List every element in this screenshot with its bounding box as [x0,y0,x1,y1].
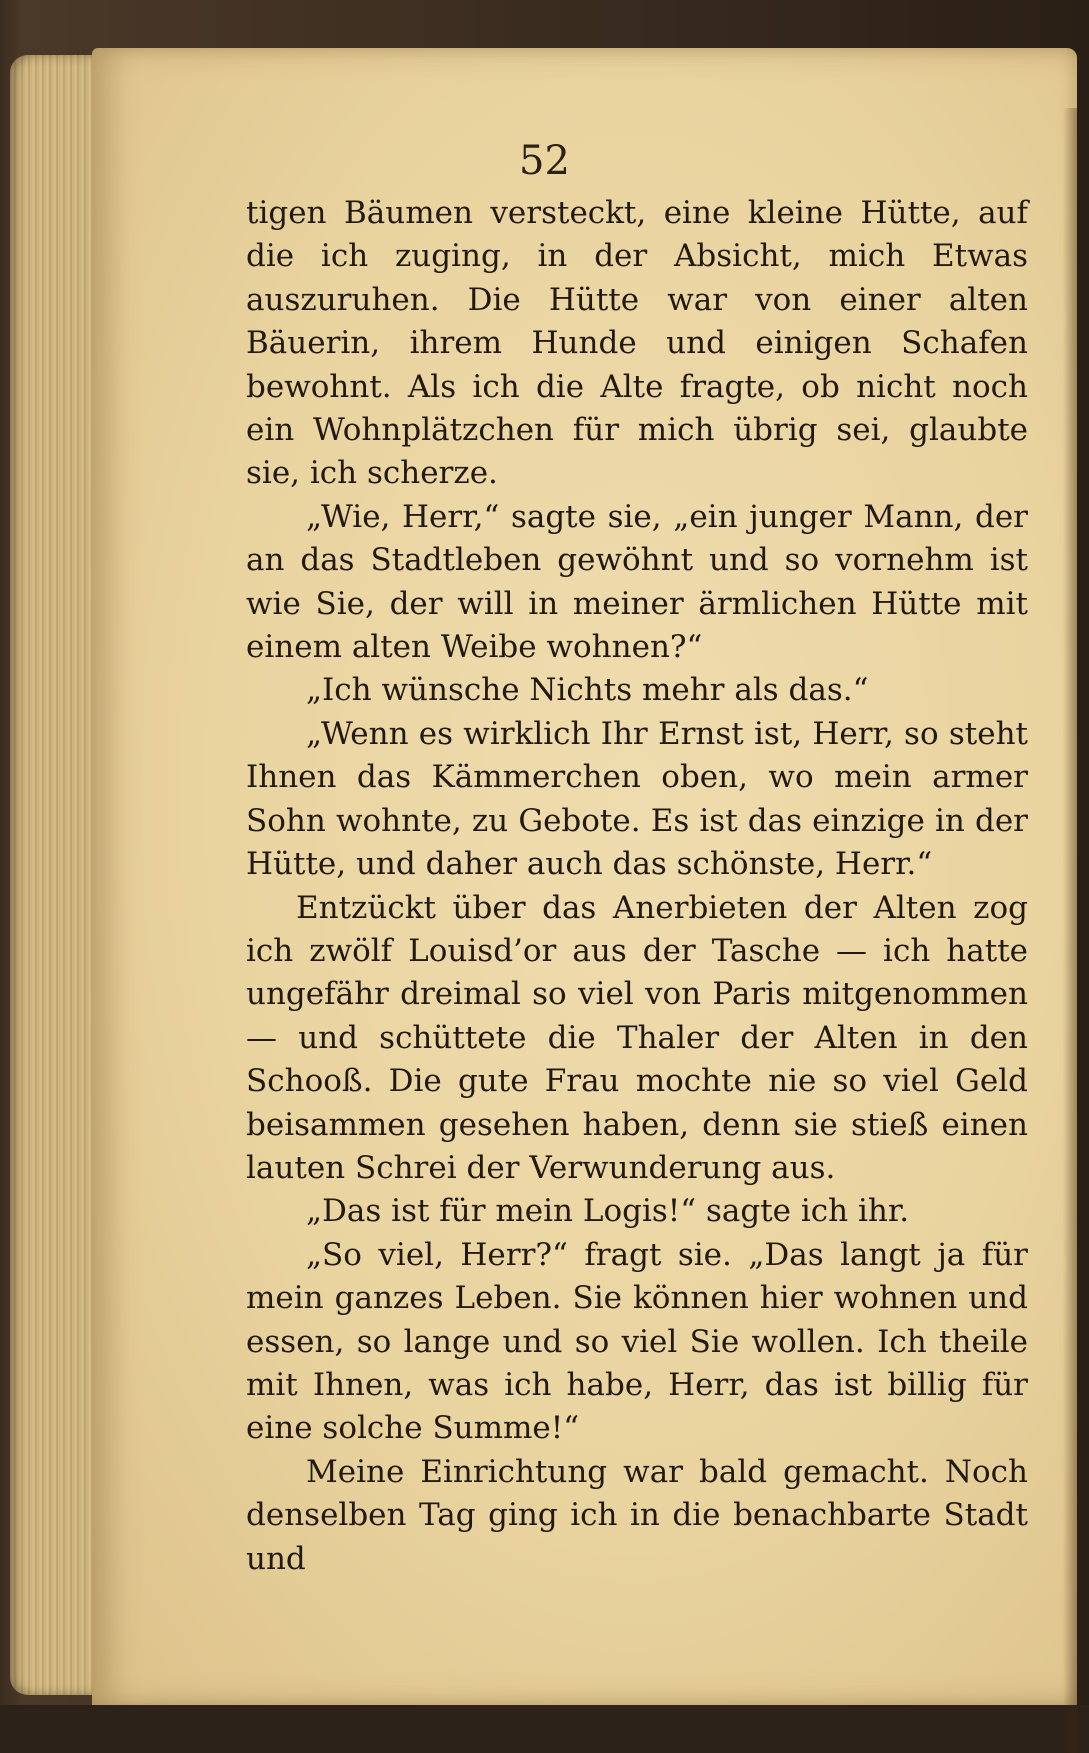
paragraph: „Ich wünsche Nichts mehr als das.“ [306,672,869,709]
page-number: 52 [519,138,570,184]
page-text [246,192,1028,1581]
paragraph: Entzückt über das Anerbieten der Alten zog ich zwölf Louisd’or aus der Tasche — ich hatte ungefähr dreimal so viel von Paris mitgenommen — und schüttete die Thaler der Alten in den Schooß. Die gute Frau mochte nie so viel Geld beisammen gesehen haben, denn sie stieß einen lauten Schrei der Verwunderung aus. [246,889,1028,1186]
paragraph: Meine Einrichtung war bald gemacht. Noch denselben Tag ging ich in die benachbarte Stadt und [246,1453,1028,1577]
page-gutter-shadow [1063,108,1077,1753]
paragraph: „Wie, Herr,“ sagte sie, „ein junger Mann, der an das Stadtleben gewöhnt und so vornehm ist wie Sie, der will in meiner ärmlichen Hütte mit einem alten Weibe wohnen?“ [246,498,1028,666]
paragraph: „Wenn es wirklich Ihr Ernst ist, Herr, so steht Ihnen das Kämmerchen oben, wo mein armer Sohn wohnte, zu Gebote. Es ist das einzige in der Hütte, und daher auch das schönste, Herr.“ [246,715,1028,883]
paragraph: „So viel, Herr?“ fragt sie. „Das langt ja für mein ganzes Leben. Sie können hier wohnen und essen, so lange und so viel Sie wollen. Ich theile mit Ihnen, was ich habe, Herr, das ist billig für eine solche Summe!“ [246,1236,1028,1447]
paragraph: „Das ist für mein Logis!“ sagte ich ihr. [306,1193,910,1230]
paragraph: tigen Bäumen versteckt, eine kleine Hütte, auf die ich zuging, in der Absicht, mich Etwas auszuruhen. Die Hütte war von einer alten Bäuerin, ihrem Hunde und einigen Schafen bewohnt. Als ich die Alte fragte, ob nicht noch ein Wohnplätzchen für mich übrig sei, glaubte sie, ich scherze. [246,195,1028,492]
